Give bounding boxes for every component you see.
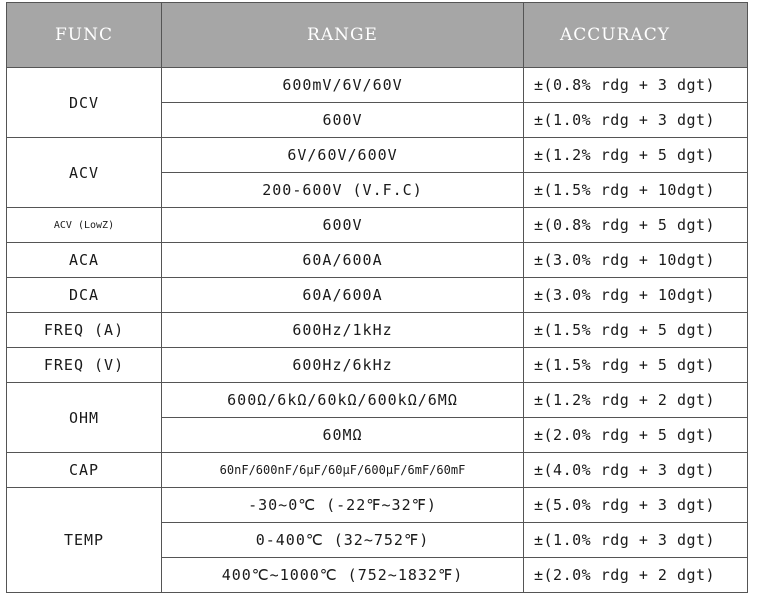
range-cell: 600V <box>162 208 524 243</box>
accuracy-cell: ±(0.8% rdg + 5 dgt) <box>524 208 748 243</box>
range-cell: 600Hz/1kHz <box>162 313 524 348</box>
table-row <box>7 68 748 103</box>
func-column-header: FUNC <box>7 3 162 68</box>
table-body <box>7 68 748 593</box>
accuracy-cell: ±(5.0% rdg + 3 dgt) <box>524 488 748 523</box>
range-cell: 200-600V (V.F.C) <box>162 173 524 208</box>
accuracy-cell: ±(2.0% rdg + 2 dgt) <box>524 558 748 593</box>
header-row <box>7 3 748 68</box>
accuracy-cell: ±(4.0% rdg + 3 dgt) <box>524 453 748 488</box>
func-cell: CAP <box>7 453 162 488</box>
accuracy-cell: ±(1.2% rdg + 5 dgt) <box>524 138 748 173</box>
table-row <box>7 138 748 173</box>
table-row <box>7 208 748 243</box>
func-cell: OHM <box>7 383 162 453</box>
func-cell: TEMP <box>7 488 162 593</box>
func-cell: ACA <box>7 243 162 278</box>
range-cell: 400℃~1000℃ (752~1832℉) <box>162 558 524 593</box>
range-cell: 600mV/6V/60V <box>162 68 524 103</box>
accuracy-cell: ±(1.0% rdg + 3 dgt) <box>524 103 748 138</box>
accuracy-cell: ±(3.0% rdg + 10dgt) <box>524 278 748 313</box>
func-cell: FREQ (V) <box>7 348 162 383</box>
range-cell: 600Ω/6kΩ/60kΩ/600kΩ/6MΩ <box>162 383 524 418</box>
table-row <box>7 488 748 523</box>
range-cell: 0-400℃ (32~752℉) <box>162 523 524 558</box>
accuracy-cell: ±(3.0% rdg + 10dgt) <box>524 243 748 278</box>
range-cell: 60A/600A <box>162 278 524 313</box>
accuracy-cell: ±(1.2% rdg + 2 dgt) <box>524 383 748 418</box>
accuracy-cell: ±(1.5% rdg + 10dgt) <box>524 173 748 208</box>
func-cell: DCA <box>7 278 162 313</box>
range-cell: -30~0℃ (-22℉~32℉) <box>162 488 524 523</box>
table-row <box>7 383 748 418</box>
range-cell: 60MΩ <box>162 418 524 453</box>
range-cell: 600Hz/6kHz <box>162 348 524 383</box>
accuracy-cell: ±(1.5% rdg + 5 dgt) <box>524 348 748 383</box>
accuracy-cell: ±(0.8% rdg + 3 dgt) <box>524 68 748 103</box>
range-cell: 600V <box>162 103 524 138</box>
func-cell: ACV <box>7 138 162 208</box>
func-cell: FREQ (A) <box>7 313 162 348</box>
range-cell: 60nF/600nF/6μF/60μF/600μF/6mF/60mF <box>162 453 524 488</box>
func-cell: DCV <box>7 68 162 138</box>
table-row <box>7 278 748 313</box>
table-row <box>7 313 748 348</box>
accuracy-column-header: ACCURACY <box>524 3 748 68</box>
table-row <box>7 453 748 488</box>
accuracy-cell: ±(2.0% rdg + 5 dgt) <box>524 418 748 453</box>
range-cell: 60A/600A <box>162 243 524 278</box>
table-header <box>7 3 748 68</box>
accuracy-spec-table <box>6 2 748 593</box>
accuracy-cell: ±(1.0% rdg + 3 dgt) <box>524 523 748 558</box>
range-column-header: RANGE <box>162 3 524 68</box>
accuracy-cell: ±(1.5% rdg + 5 dgt) <box>524 313 748 348</box>
range-cell: 6V/60V/600V <box>162 138 524 173</box>
func-cell: ACV (LowZ) <box>7 208 162 243</box>
table-row <box>7 243 748 278</box>
table-row <box>7 348 748 383</box>
